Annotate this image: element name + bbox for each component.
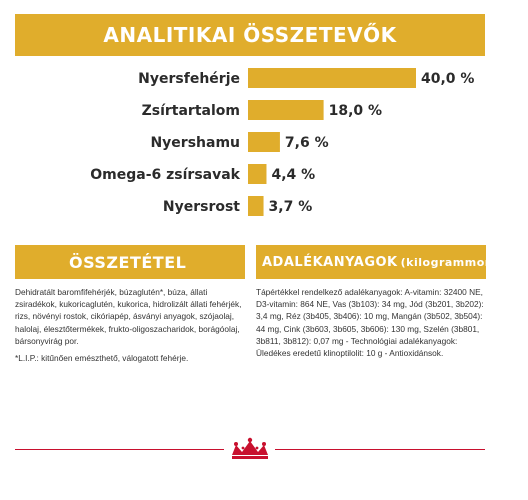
composition-title: ÖSSZETÉTEL: [15, 245, 245, 279]
analytics-title: ANALITIKAI ÖSSZETEVŐK: [15, 14, 485, 56]
value-label: 7,6 %: [284, 135, 329, 151]
bar: [248, 100, 324, 120]
crown-icon: [226, 437, 274, 461]
footer-divider-right: [275, 449, 485, 450]
value-label: 18,0 %: [328, 103, 383, 119]
additives-title: ADALÉKANYAGOK: [262, 254, 398, 270]
value-label: 3,7 %: [268, 199, 313, 215]
additives-subtitle: (kilogrammonként): [400, 255, 528, 269]
value-label: 4,4 %: [271, 167, 316, 183]
analytics-bar-chart: [0, 60, 500, 230]
additives-title-bar: [256, 245, 528, 279]
footer-divider-left: [15, 449, 224, 450]
bar: [248, 164, 266, 184]
bar: [248, 196, 264, 216]
additives-text: Tápértékkel rendelkező adalékanyagok: A-vitamin: 32400 NE, D3-vitamin: 864 NE, Vas (3b103): 34 mg, Jód (3b201, 3b202): 3,4 mg, Réz (3b405, 3b406): 10 mg, Mangán (3b502, 3b504): 44 mg, Cink (3b603, 3b605, 3b606): 130 mg, Szelén (3b801, 3b811, 3b812): 0,07 mg - Technológiai adalékanyagok: Üledékes eredetű klinoptilolit: 10 g - Antioxidánsok.: [256, 287, 484, 359]
category-label: Omega-6 zsírsavak: [90, 167, 240, 183]
bar: [248, 132, 280, 152]
category-label: Nyershamu: [150, 135, 240, 151]
value-label: 40,0 %: [421, 71, 475, 87]
category-label: Nyersfehérje: [138, 71, 240, 87]
composition-text: Dehidratált baromfifehérjék, búzaglutén*, búza, állati zsiradékok, kukoricaglutén, kukorica, hidrolizált állati fehérjék, rizs, növényi rostok, cikóriapép, ásványi anyagok, szójaolaj, halolaj, élesztőtermékek, frukto-oligoszacharidok, borágóolaj, bársonyvirág por.: [15, 287, 242, 346]
category-label: Zsírtartalom: [141, 103, 240, 119]
bar: [248, 68, 416, 88]
composition-footnote: *L.I.P.: kitűnően emészthető, válogatott fehérje.: [15, 353, 189, 363]
category-label: Nyersrost: [162, 199, 240, 215]
